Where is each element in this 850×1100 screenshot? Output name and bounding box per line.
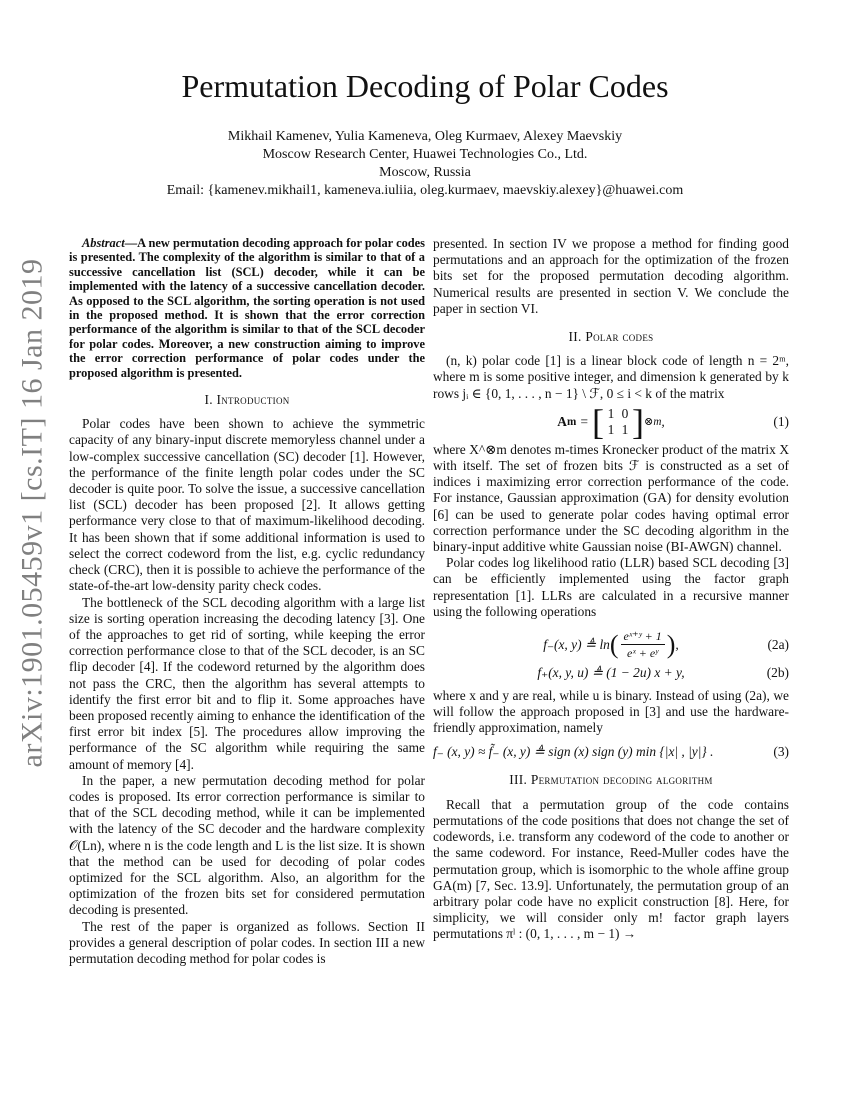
equation-2b bbox=[433, 665, 789, 681]
eq2b-body: f₊(x, y, u) ≜ (1 − 2u) x + y, bbox=[537, 665, 685, 681]
eq1-number: (1) bbox=[773, 413, 789, 429]
arxiv-identifier-text: arXiv:1901.05459v1 [cs.IT] 16 Jan 2019 bbox=[15, 258, 49, 768]
section-heading-polar-codes: II. Polar codes bbox=[568, 329, 654, 345]
polar-paragraph-1: (n, k) polar code [1] is a linear block code of length n = 2ᵐ, where m is some positive integer, and dimension k generated by k rows jᵢ ∈ {0, 1, . . . , n − 1} \ ℱ, 0 ≤ i < k of the matrix bbox=[433, 353, 789, 401]
left-column bbox=[69, 236, 425, 967]
abstract-label: Abstract bbox=[82, 236, 125, 250]
polar-paragraph-3: Polar codes log likelihood ratio (LLR) based SCL decoding [3] can be efficiently implemented using the factor graph representation [1]. LLRs are calculated in a recursive manner using the following operations bbox=[433, 555, 789, 619]
permutation-paragraph-1: Recall that a permutation group of the code contains permutations of the code positions that does not change the set of codewords, i.e. transform any codeword of the code to another or the same codeword. For instance, Reed-Muller codes have the permutation group, which is isomorphic to the whole affine group GA(m) [7, Sec. 13.9]. Unfortunately, the permutation group of an arbitrary polar code have no explicit construction [8]. Here, for simplicity, we will consider only m! factor graph layers permutations πˡ : (0, 1, . . . , m − 1) → bbox=[433, 796, 789, 942]
eq2b-number: (2b) bbox=[766, 665, 789, 681]
intro-paragraph-4: The rest of the paper is organized as follows. Section II provides a general description of polar codes. In section III a new permutation decoding method for polar codes is bbox=[69, 918, 425, 966]
author-location: Moscow, Russia bbox=[379, 165, 471, 180]
eq3-number: (3) bbox=[773, 744, 789, 760]
section-heading-introduction: I. Introduction bbox=[204, 392, 290, 408]
eq2a-numerator: eˣ⁺ʸ + 1 bbox=[621, 628, 665, 645]
intro-paragraph-1: Polar codes have been shown to achieve the symmetric capacity of any binary-input discrete memoryless channel under a low-complex successive cancellation (SC) decoder [1]. However, the performance of the finite length polar codes under the SC decoder is quite poor. To solve the issue, a successive cancellation list (SCL) decoder has been proposed [2]. It allows getting performance very close to that of maximum-likelihood decoding. It has been shown that if some additional information is used to select the correct codeword from the list, e.g. cyclic redundancy check (CRC), then it is possible to achieve the performance of the state-of-the-art low-density parity check codes. bbox=[69, 416, 425, 594]
eq2a-fraction bbox=[621, 628, 665, 661]
right-column bbox=[433, 236, 789, 943]
equation-1: A m = [ 1 0 1 1 ] ⊗m , (1) bbox=[557, 401, 789, 442]
eq1-matrix-cell: 1 bbox=[621, 421, 629, 437]
intro-paragraph-4-continued: presented. In section IV we propose a method for finding good permutations and an approach for the optimization of the frozen bits set for the proposed permutation decoding algorithm. Numerical results are presented in section V. We conclude the paper in section VI. bbox=[433, 236, 789, 316]
eq1-matrix-name: A bbox=[557, 413, 567, 429]
eq1-matrix: [ 1 0 1 1 ] bbox=[591, 401, 644, 442]
eq2a-number: (2a) bbox=[767, 636, 789, 652]
equation-3 bbox=[433, 744, 789, 760]
eq2a-denominator: eˣ + eʸ bbox=[627, 646, 659, 661]
eq3-body: f₋ (x, y) ≈ f̃₋ (x, y) ≜ sign (x) sign (y) min {|x| , |y|} . bbox=[433, 744, 714, 760]
section-heading-permutation-decoding: III. Permutation decoding algorithm bbox=[509, 772, 713, 788]
author-block bbox=[0, 128, 850, 200]
eq2a-lhs: f₋(x, y) ≜ ln bbox=[543, 636, 610, 652]
polar-paragraph-2: where X^⊗m denotes m-times Kronecker product of the matrix X with itself. The set of frozen bits ℱ is constructed as a set of indices i maximizing error correction performance of the code. For instance, Gaussian approximation (GA) for density evolution [6] can be used to generate polar codes having optimal error correction performance under the SC decoding algorithm in the binary-input additive white Gaussian noise (BI-AWGN) channel. bbox=[433, 441, 789, 555]
paper-title: Permutation Decoding of Polar Codes bbox=[181, 68, 669, 104]
eq1-subscript: m bbox=[566, 415, 577, 428]
eq1-matrix-cell: 1 bbox=[607, 405, 615, 421]
intro-paragraph-3: In the paper, a new permutation decoding method for polar codes is proposed. Its error correction performance is similar to that of the SCL decoding method, while it can be implemented with the latency of the SC decoder and the hardware complexity 𝒪(Ln), where n is the code length and L is the list size. It is shown that the method can be used for decoding of polar codes optimized for the SCL algorithm. Also, an algorithm for the optimization of the frozen bits set for considered permutation decoding is presented. bbox=[69, 772, 425, 918]
abstract bbox=[69, 236, 425, 380]
eq1-matrix-cell: 0 bbox=[621, 405, 629, 421]
eq1-matrix-cell: 1 bbox=[607, 421, 615, 437]
author-names: Mikhail Kamenev, Yulia Kameneva, Oleg Kurmaev, Alexey Maevskiy bbox=[227, 129, 623, 144]
eq1-kronecker-power: ⊗m bbox=[643, 415, 662, 428]
intro-paragraph-2: The bottleneck of the SCL decoding algorithm with a large list size is sorting operation increasing the decoding latency [3]. One of the approaches to get rid of sorting, while keeping the error correction performance close to that of the SCL decoder, is an SC flip decoder [4]. If the codeword returned by the algorithm does not pass the CRC, then the algorithm has several attempts to identify the first error bit and to flip it. Some approaches have been proposed recently aiming to enhance the identification of the first error bit index [5]. The procedures allow improving the performance of the SC algorithm while requiring the same amount of memory [4]. bbox=[69, 594, 425, 772]
arxiv-identifier bbox=[6, 258, 58, 768]
abstract-text: —A new permutation decoding approach for polar codes is presented. The complexity of the algorithm is similar to that of a successive cancellation list (SCL) decoder, while it can be implemented with the latency of a successive cancellation decoder. As opposed to the SCL algorithm, the sorting operation is not used in the proposed method. It is shown that the error correction performance of the algorithm is similar to that of the SCL decoder for polar codes. Moreover, a new construction aiming to improve the error correction performance of polar codes under the proposed algorithm is presented. bbox=[69, 236, 425, 380]
polar-paragraph-4: where x and y are real, while u is binary. Instead of using (2a), we will follow the approach proposed in [3] and use the hardware-friendly approximation, namely bbox=[433, 687, 789, 736]
equation-2a: f₋(x, y) ≜ ln ( $\frac{\text{eˣ⁺ʸ + 1}}{\text{eˣ + eʸ}}$ ) , (2a) bbox=[543, 629, 789, 661]
author-affiliation: Moscow Research Center, Huawei Technologies Co., Ltd. bbox=[262, 147, 588, 162]
author-email: Email: {kamenev.mikhail1, kameneva.iuliia, oleg.kurmaev, maevskiy.alexey}@huawei.com bbox=[166, 183, 684, 198]
